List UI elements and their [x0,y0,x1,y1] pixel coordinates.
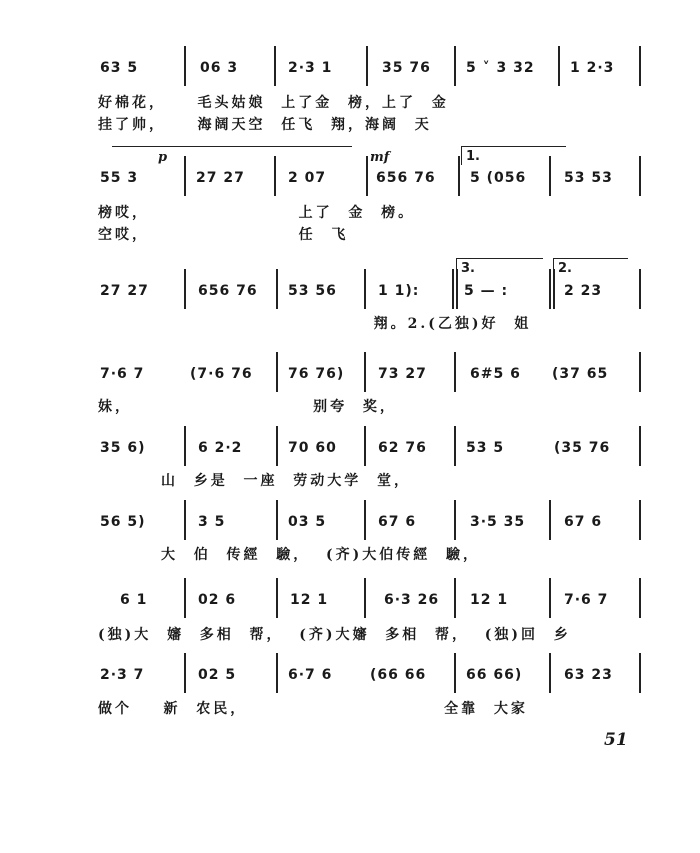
barline [184,578,186,618]
measure: 12 1 [290,592,329,608]
barline [276,653,278,693]
barline [184,653,186,693]
barline [549,578,551,618]
barline [639,500,641,540]
measure: 1 1): [378,283,420,299]
lyric-verse-1: 做个 新 农民， 全靠 大家 [98,701,528,717]
repeat-barline [452,269,458,309]
measure: (37 65 [552,366,609,382]
barline [184,269,186,309]
barline [454,426,456,466]
barline [549,156,551,196]
barline [639,269,641,309]
measure: 70 60 [288,440,337,456]
measure: (35 76 [554,440,611,456]
lyric-verse-1: 翔。2.(乙独)好 姐 [98,316,532,332]
lyric-verse-1: 榜哎， 上了 金 榜。 [98,205,416,221]
dynamic-mf: mf [370,150,390,165]
measure: 656 76 [376,170,436,186]
barline [454,352,456,392]
measure: 7·6 7 [100,366,145,382]
measure: 27 27 [196,170,245,186]
measure: (7·6 76 [190,366,253,382]
barline [639,352,641,392]
barline [454,653,456,693]
barline [558,46,560,86]
barline [364,269,366,309]
barline [639,653,641,693]
measure: 6·7 6 [288,667,333,683]
measure: 27 27 [100,283,149,299]
phrase-line [112,146,352,155]
volta-third-ending [456,258,543,277]
measure: 06 3 [200,60,239,76]
measure: 66 66) [466,667,523,683]
measure: 3 5 [198,514,226,530]
page-number: 51 [604,730,628,750]
measure: 55 3 [100,170,139,186]
measure: 6#5 6 [470,366,521,382]
measure: 67 6 [378,514,417,530]
barline [366,156,368,196]
lyric-verse-1: 大 伯 传經 驗， (齐)大伯传經 驗， [98,547,480,563]
measure: (66 66 [370,667,427,683]
measure: 5 ˅ 3 32 [466,60,535,76]
measure: 63 23 [564,667,613,683]
lyric-verse-1: 好棉花， 毛头姑娘 上了金 榜，上了 金 [98,95,449,111]
measure: 6·3 26 [384,592,440,608]
lyric-verse-1: (独)大 嬸 多相 帮， (齐)大嬸 多相 帮， (独)回 乡 [98,627,571,643]
barline [454,578,456,618]
volta-first-label: 1. [466,149,480,164]
barline [639,578,641,618]
barline [454,46,456,86]
barline [458,156,460,196]
barline [274,156,276,196]
measure: 67 6 [564,514,603,530]
barline [639,156,641,196]
barline [454,500,456,540]
barline [274,46,276,86]
measure: 53 56 [288,283,337,299]
barline [276,269,278,309]
measure: 3·5 35 [470,514,526,530]
measure: 2 23 [564,283,603,299]
measure: 6 2·2 [198,440,243,456]
measure: 53 5 [466,440,505,456]
lyric-verse-2: 挂了帅， 海阔天空 任飞 翔，海阔 天 [98,117,432,133]
measure: 5 — : [464,283,509,299]
measure: 2·3 1 [288,60,333,76]
lyric-verse-1: 妹， 别夸 奖， [98,399,397,415]
measure: 56 5) [100,514,146,530]
barline [364,352,366,392]
measure: 1 2·3 [570,60,615,76]
measure: 63 5 [100,60,139,76]
measure: 73 27 [378,366,427,382]
dynamic-p: p [158,150,168,165]
barline [276,500,278,540]
barline [276,426,278,466]
barline [364,426,366,466]
measure: 7·6 7 [564,592,609,608]
measure: 6 1 [120,592,148,608]
barline [549,500,551,540]
measure: 02 5 [198,667,237,683]
measure: 5 (056 [470,170,527,186]
volta-third-label: 3. [461,261,475,276]
volta-second-label: 2. [558,261,572,276]
measure: 2 07 [288,170,327,186]
lyric-verse-2: 空哎， 任 飞 [98,227,349,243]
measure: 02 6 [198,592,237,608]
barline [276,578,278,618]
measure: 62 76 [378,440,427,456]
barline [276,352,278,392]
measure: 12 1 [470,592,509,608]
repeat-barline [549,269,555,309]
barline [184,46,186,86]
measure: 03 5 [288,514,327,530]
measure: 76 76) [288,366,345,382]
lyric-verse-1: 山 乡是 一座 劳动大学 堂， [98,473,411,489]
measure: 35 76 [382,60,431,76]
measure: 656 76 [198,283,258,299]
barline [549,653,551,693]
barline [366,46,368,86]
barline [364,578,366,618]
barline [364,500,366,540]
volta-second-ending [553,258,628,277]
barline [184,156,186,196]
barline [184,500,186,540]
barline [184,426,186,466]
measure: 35 6) [100,440,146,456]
measure: 2·3 7 [100,667,145,683]
measure: 53 53 [564,170,613,186]
barline [639,426,641,466]
barline [639,46,641,86]
